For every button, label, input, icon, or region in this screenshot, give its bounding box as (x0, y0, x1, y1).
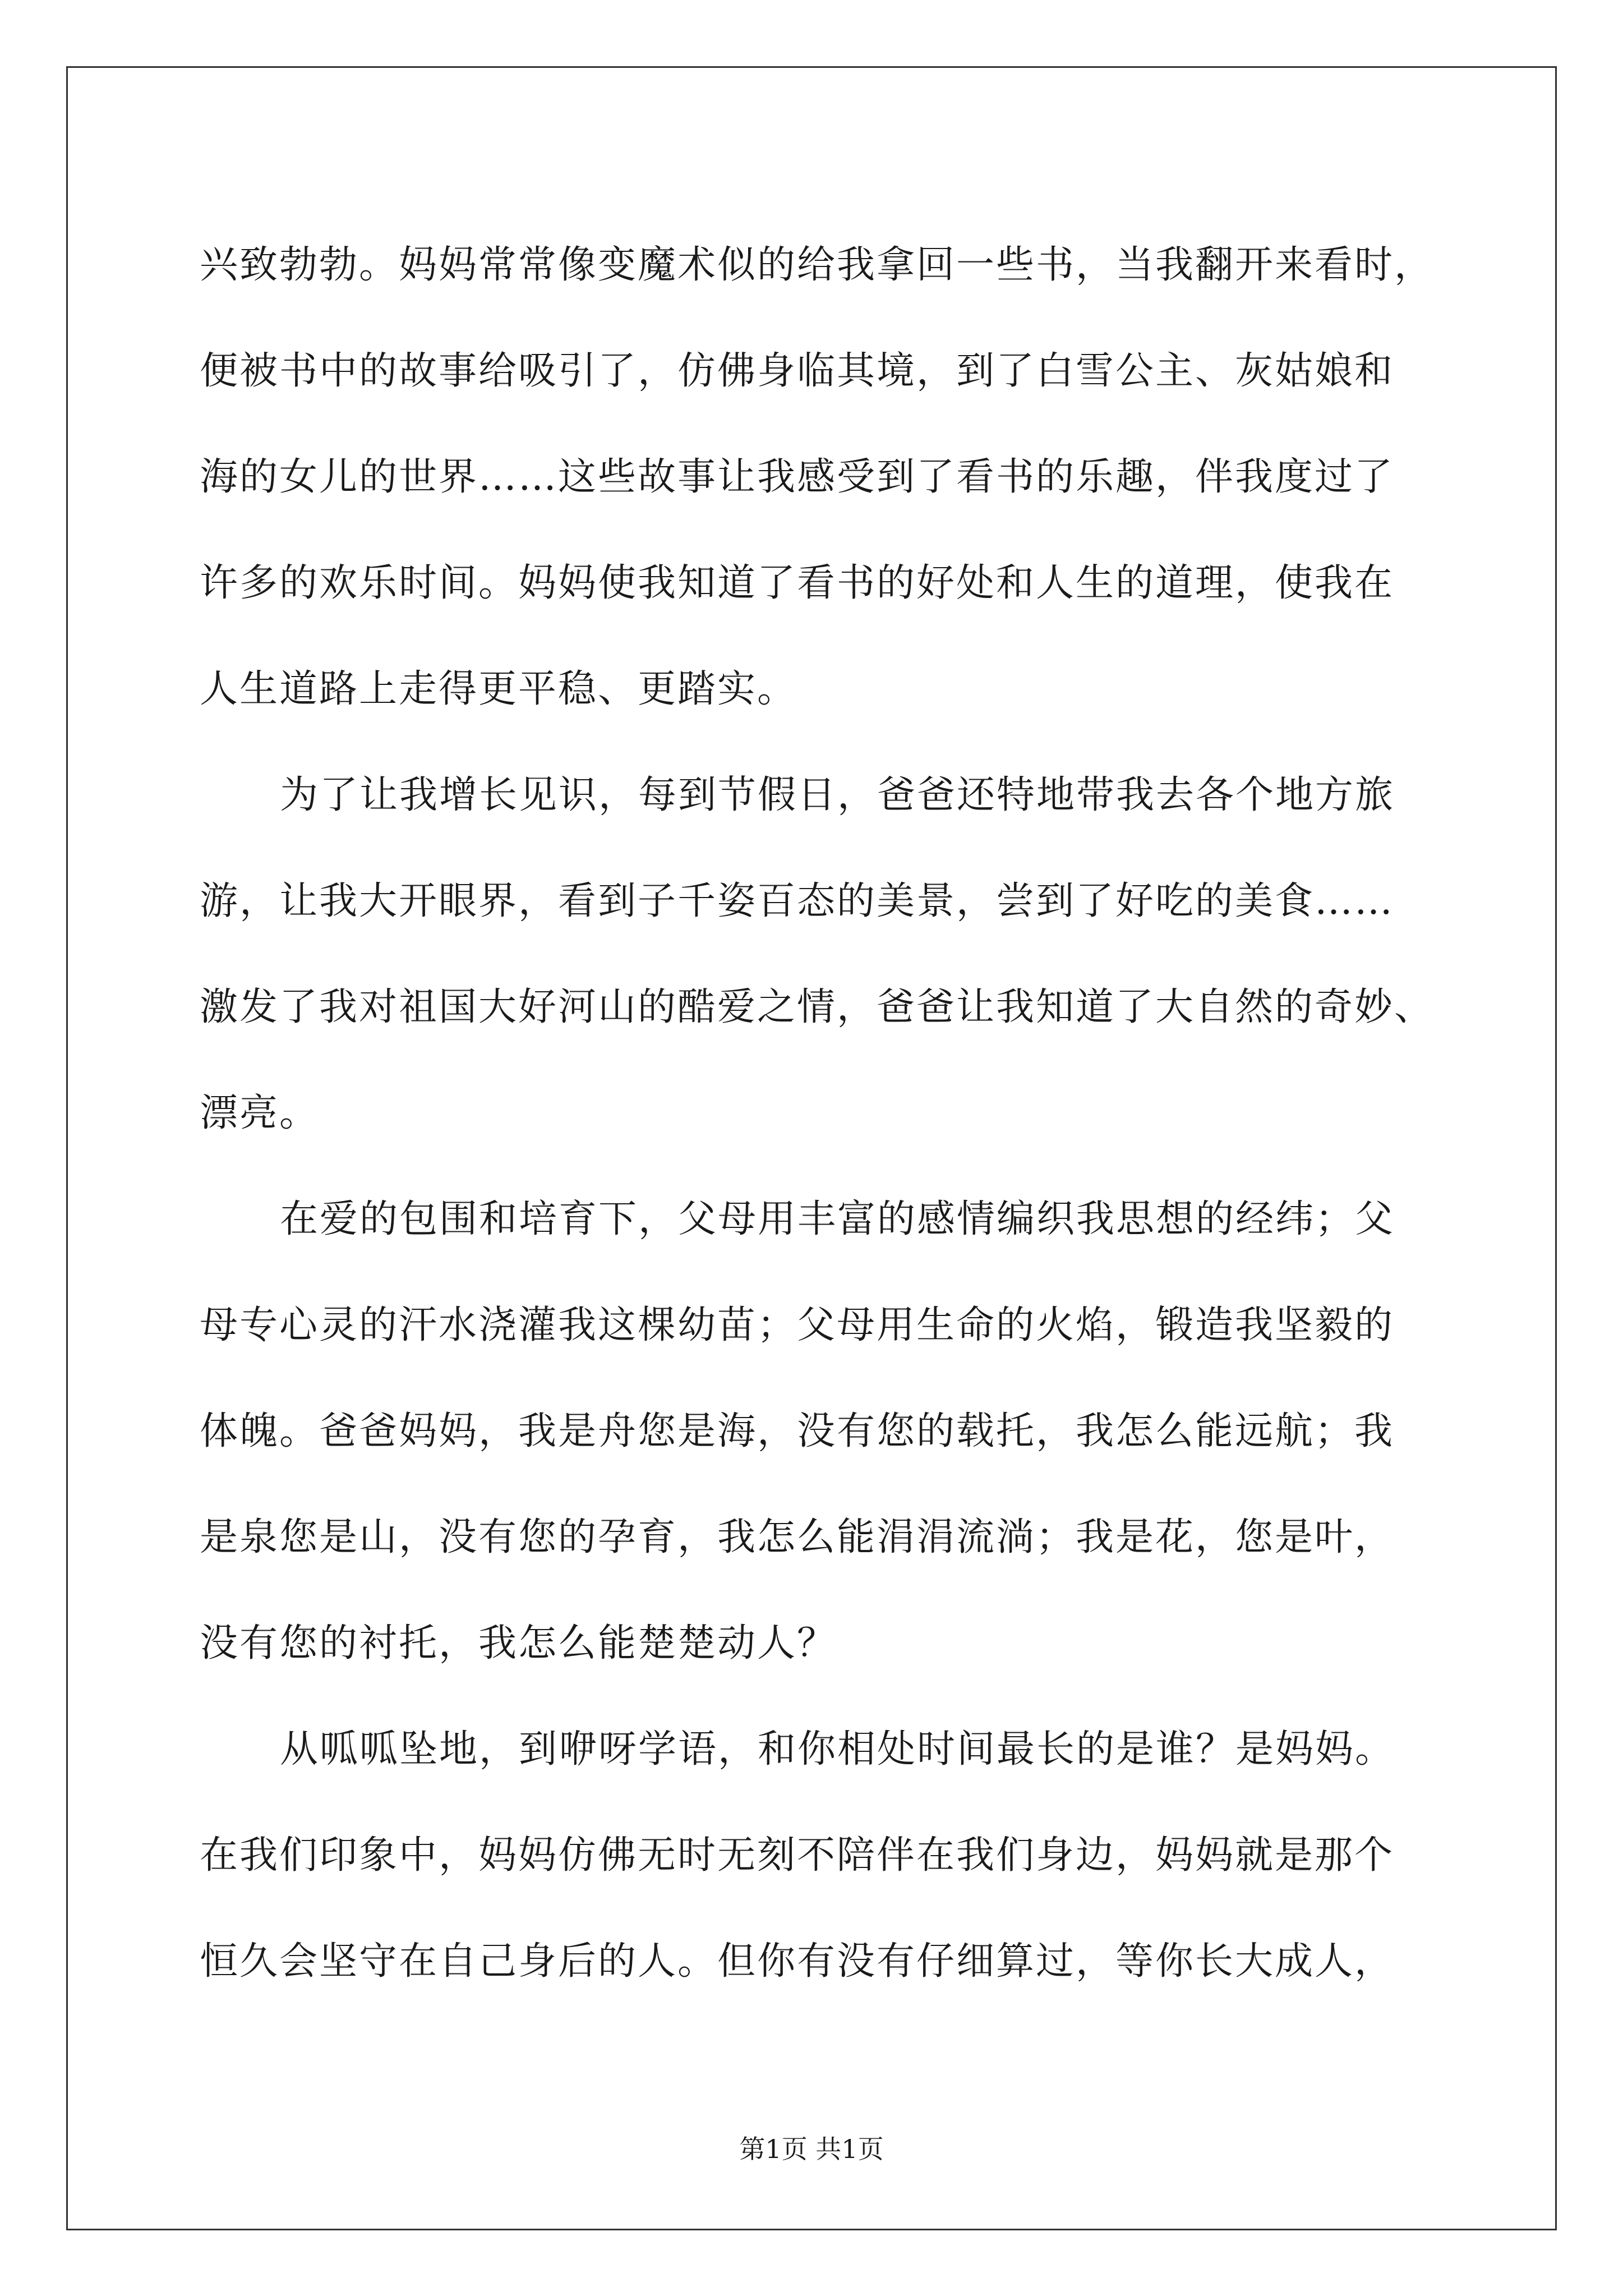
text-line: 海的女儿的世界……这些故事让我感受到了看书的乐趣，伴我度过了 (200, 455, 1395, 499)
text-line: 漂亮。 (200, 1091, 320, 1135)
text-line: 母专心灵的汗水浇灌我这棵幼苗；父母用生命的火焰，锻造我坚毅的 (200, 1303, 1395, 1347)
text-line: 是泉您是山，没有您的孕育，我怎么能涓涓流淌；我是花，您是叶， (200, 1515, 1395, 1559)
text-line: 人生道路上走得更平稳、更踏实。 (200, 667, 797, 711)
text-line: 便被书中的故事给吸引了，仿佛身临其境，到了白雪公主、灰姑娘和 (200, 349, 1395, 393)
text-line: 恒久会坚守在自己身后的人。但你有没有仔细算过，等你长大成人， (200, 1939, 1395, 1984)
text-line: 没有您的衬托，我怎么能楚楚动人？ (200, 1621, 837, 1665)
paragraph-start-line: 在爱的包围和培育下，父母用丰富的感情编织我思想的经纬；父 (280, 1197, 1395, 1241)
document-body (200, 212, 1435, 2014)
text-line: 游，让我大开眼界，看到子千姿百态的美景，尝到了好吃的美食…… (200, 879, 1395, 923)
text-line: 激发了我对祖国大好河山的酷爱之情，爸爸让我知道了大自然的奇妙、 (200, 985, 1435, 1029)
page-number-footer: 第1页 共1页 (739, 2134, 884, 2164)
paragraph-start-line: 从呱呱坠地，到咿呀学语，和你相处时间最长的是谁？是妈妈。 (280, 1727, 1395, 1772)
paragraph-start-line: 为了让我增长见识，每到节假日，爸爸还特地带我去各个地方旅 (280, 773, 1395, 817)
text-line: 兴致勃勃。妈妈常常像变魔术似的给我拿回一些书，当我翻开来看时， (200, 243, 1435, 287)
text-line: 体魄。爸爸妈妈，我是舟您是海，没有您的载托，我怎么能远航；我 (200, 1409, 1395, 1453)
text-line: 许多的欢乐时间。妈妈使我知道了看书的好处和人生的道理，使我在 (200, 561, 1395, 605)
text-line: 在我们印象中，妈妈仿佛无时无刻不陪伴在我们身边，妈妈就是那个 (200, 1833, 1395, 1878)
